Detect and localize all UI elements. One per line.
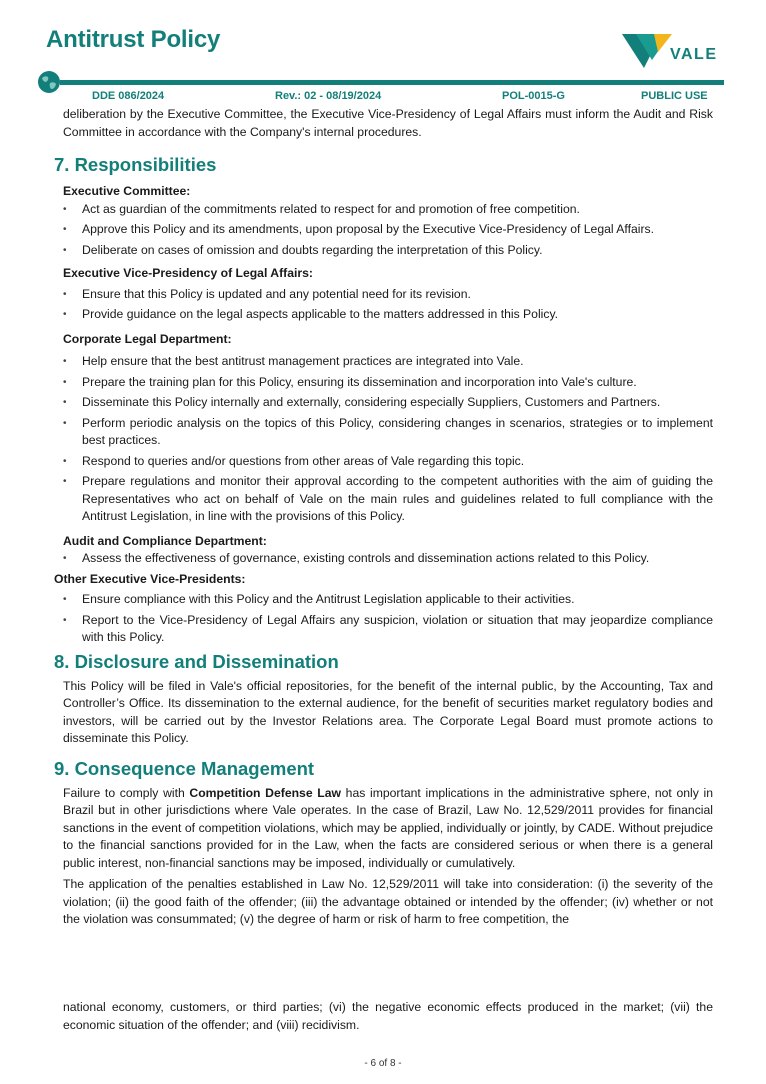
section-7-heading: 7. Responsibilities — [54, 154, 217, 175]
audit-list — [63, 550, 713, 568]
policy-code: POL-0015-G — [502, 90, 565, 102]
evp-legal-list — [63, 286, 713, 324]
list-item: • Report to the Vice-Presidency of Legal Affairs any suspicion, violation or situation that may jeopardize compliance with this Policy. — [63, 612, 713, 647]
continued-text: national economy, customers, or third parties; (vi) the negative economic effects produced in the market; (vii) the economic situation of the offender; and (viii) recidivism. — [63, 1000, 713, 1032]
section-8-heading: 8. Disclosure and Dissemination — [54, 650, 339, 672]
intro-paragraph: deliberation by the Executive Committee, the Executive Vice-Presidency of Legal Affairs must inform the Audit and Risk Committee in accordance with the Company's internal procedures. — [63, 107, 713, 139]
exec-committee-title: Executive Committee: — [63, 184, 191, 198]
list-item: • Approve this Policy and its amendments, upon proposal by the Executive Vice-Presidency of Legal Affairs. — [63, 221, 713, 239]
page-content — [54, 106, 713, 929]
revision: Rev.: 02 - 08/19/2024 — [275, 90, 382, 102]
list-item: • Help ensure that the best antitrust management practices are integrated into Vale. — [63, 353, 713, 371]
list-item: • Prepare the training plan for this Policy, ensuring its dissemination and incorporation into Vale's culture. — [63, 374, 713, 392]
list-item: • Perform periodic analysis on the topics of this Policy, considering changes in scenarios, strategies or to implement best practices. — [63, 415, 713, 450]
evp-legal-title: Executive Vice-Presidency of Legal Affairs: — [63, 266, 313, 280]
list-item: • Ensure compliance with this Policy and the Antitrust Legislation applicable to their activities. — [63, 591, 713, 609]
section-9-heading: 9. Consequence Management — [54, 757, 315, 779]
page-number: - 6 of 8 - — [364, 1058, 402, 1069]
p1-text-start: Failure to comply with — [63, 785, 190, 800]
list-item: • Disseminate this Policy internally and externally, considering especially Suppliers, Customers and Partners. — [63, 394, 713, 412]
classification-label: PUBLIC USE — [641, 90, 708, 102]
corp-legal-list — [63, 353, 713, 526]
list-item: • Respond to queries and/or questions from other areas of Vale regarding this topic. — [63, 453, 713, 471]
header-rule — [60, 80, 724, 85]
list-item: • Deliberate on cases of omission and doubts regarding the interpretation of this Policy. — [63, 242, 713, 260]
list-item: • Ensure that this Policy is updated and any potential need for its revision. — [63, 286, 713, 304]
vale-logo-text: VALE — [670, 46, 718, 63]
list-item: • Prepare regulations and monitor their approval according to the competent authorities with the aim of guiding the Representatives who act on behalf of Vale on the main rules and guidelines related to full compliance with the Antitrust Legislation, in line with the provisions of this Policy. — [63, 473, 713, 526]
p1-text-end: has important implications in the administrative sphere, not only in Brazil but in other jurisdictions where Vale operates. In the case of Brazil, Law No. 12,529/2011 provides for financial sanctions in the event of competition violations, which may be applied, individually or jointly, by CADE. Without prejudice to the financial sanctions provided for in the Law, when the facts are considered serious or when there is a general public interest, non-financial sanctions may be imposed, individually or cumulatively. — [63, 785, 713, 870]
document-title: Antitrust Policy — [46, 26, 221, 53]
exec-committee-list — [63, 201, 713, 260]
globe-icon — [37, 70, 61, 94]
consequence-paragraph-2: The application of the penalties established in Law No. 12,529/2011 will take into consideration: (i) the severity of the violation; (ii) the good faith of the offender; (iii) the advantage obtained or intended by the offender; (iv) whether or not the violation was consummated; (v) the degree of harm or risk of harm to free competition, the — [63, 877, 713, 926]
consequence-paragraph-1 — [63, 785, 713, 873]
list-item: • Provide guidance on the legal aspects applicable to the matters addressed in this Policy. — [63, 306, 713, 324]
corp-legal-title: Corporate Legal Department: — [63, 331, 232, 346]
audit-title: Audit and Compliance Department: — [63, 533, 267, 548]
list-item: • Act as guardian of the commitments related to respect for and promotion of free competition. — [63, 201, 713, 219]
consequence-paragraph-3 — [63, 999, 713, 1034]
other-evp-list — [63, 591, 713, 647]
disclosure-paragraph: This Policy will be filed in Vale's official repositories, for the benefit of the internal public, by the Accounting, Tax and Controller’s Office. Its dissemination to the external audience, for the benefit of securities market regulatory bodies and investors, will be carried out by the Investor Relations area. The Corporate Legal Board must promote actions to disseminate this Policy. — [63, 678, 713, 745]
list-item: • Assess the effectiveness of governance, existing controls and dissemination actions related to this Policy. — [63, 550, 713, 568]
competition-law-term: Competition Defense Law — [189, 785, 341, 800]
doc-code: DDE 086/2024 — [92, 90, 165, 102]
other-evp-title: Other Executive Vice-Presidents: — [54, 571, 246, 586]
